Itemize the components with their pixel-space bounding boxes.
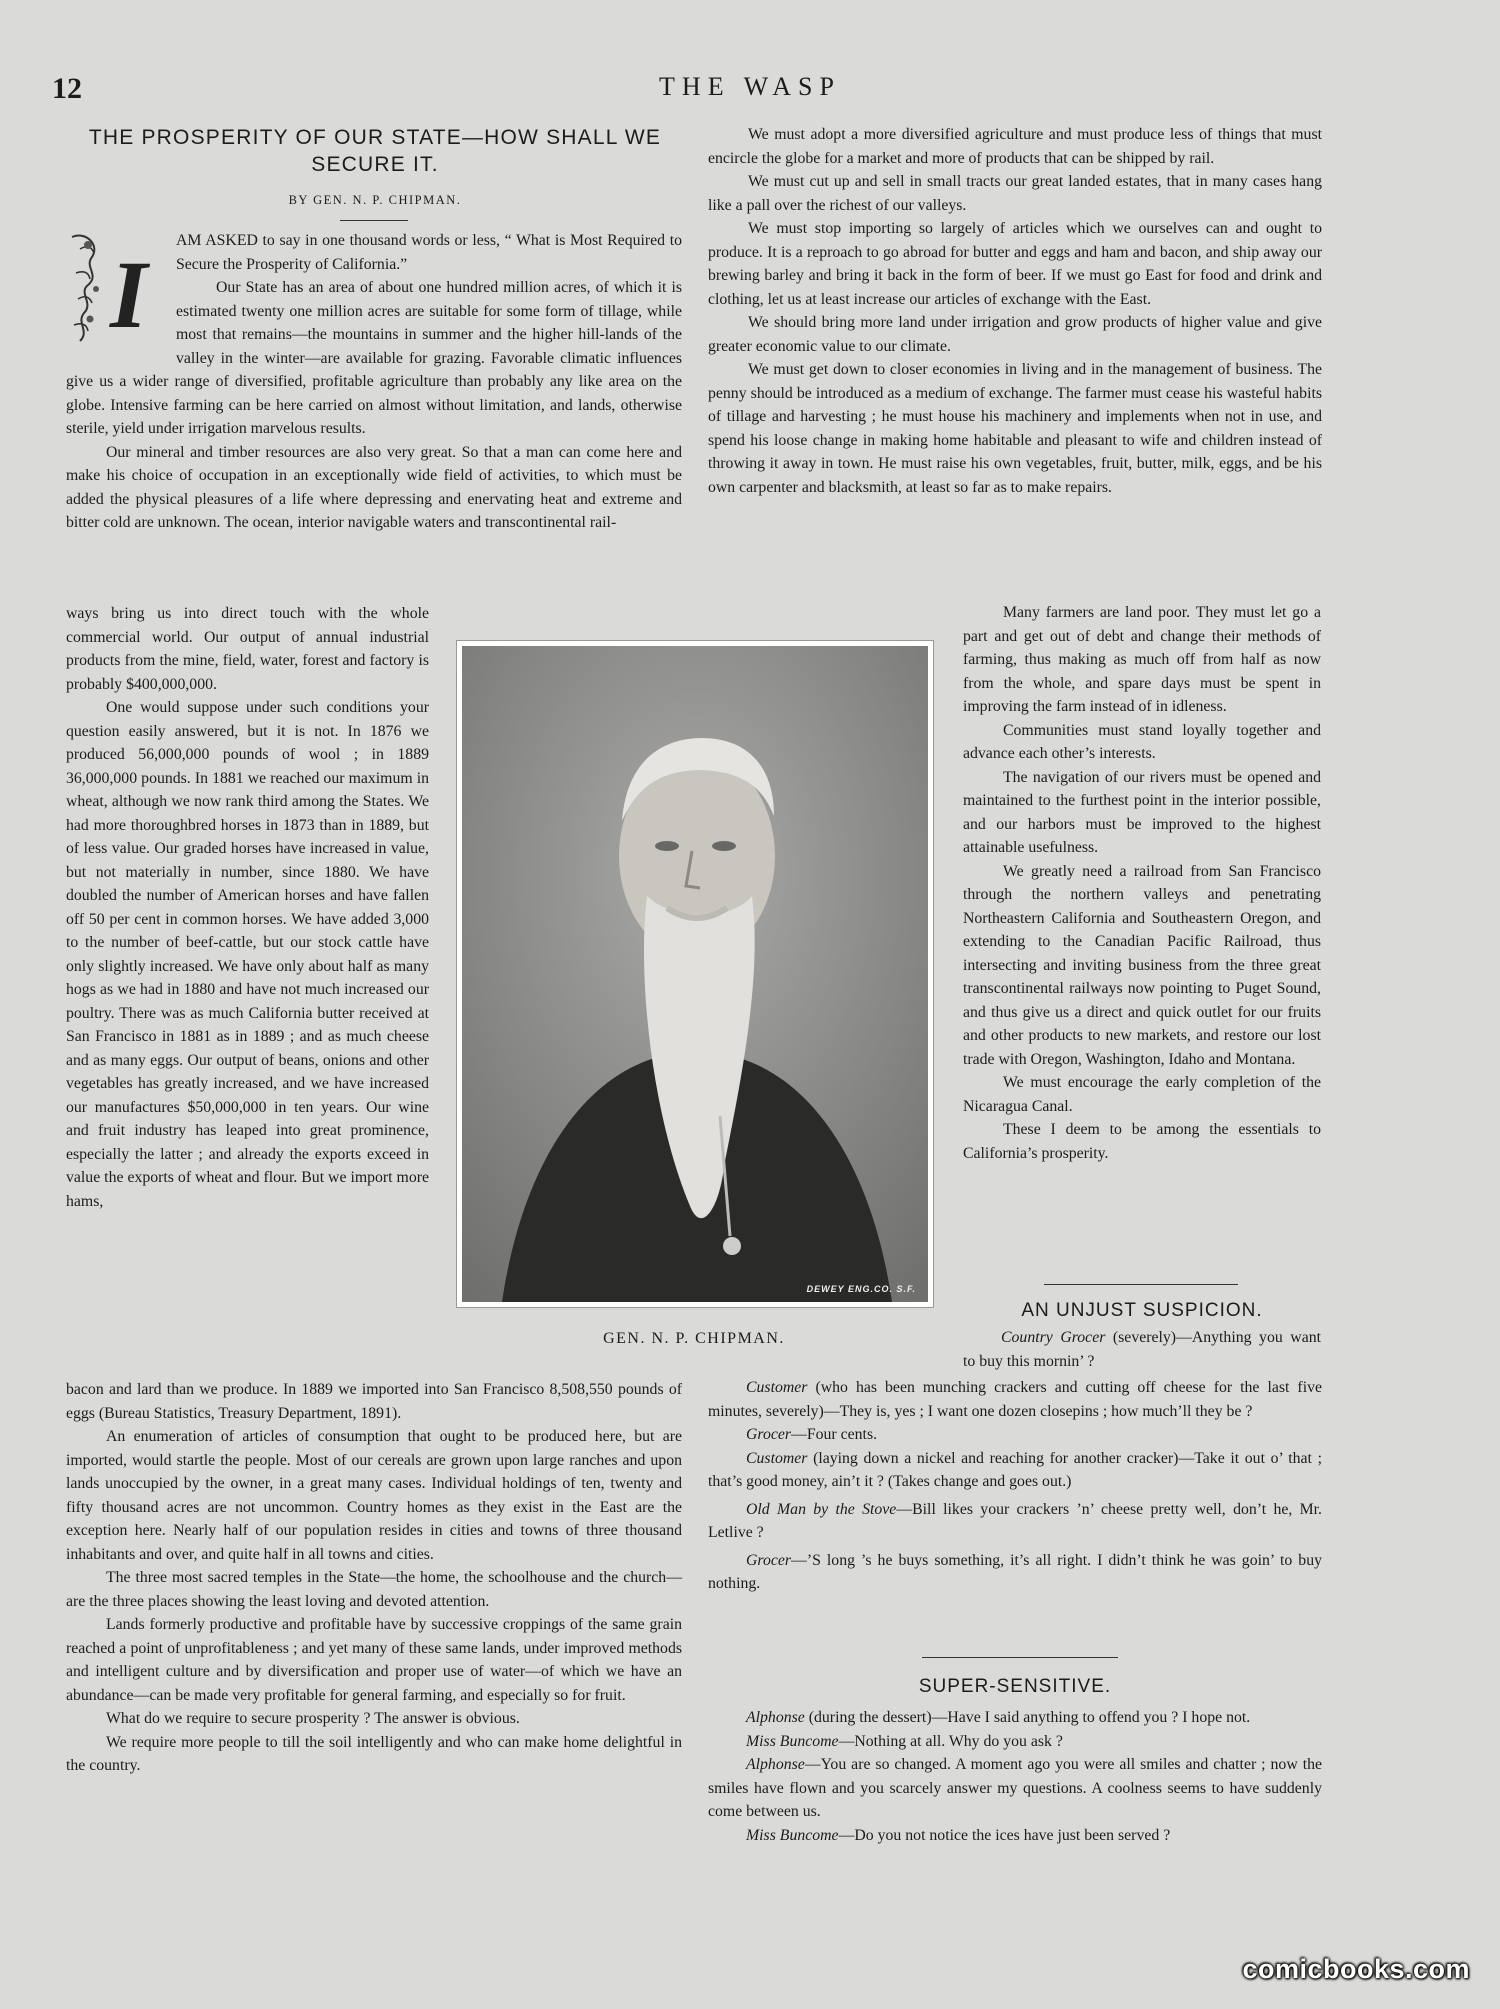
body-paragraph: We must encourage the early completion of the Nicaragua Canal. bbox=[963, 1074, 1321, 1115]
section-divider bbox=[922, 1657, 1118, 1658]
body-paragraph: Lands formerly productive and profitable have by successive croppings of the same grain reached a point of unprofitableness ; and yet many of these same lands, under improved methods and intelligent culture and by diversification and proper use of water—of which we have an abundance—can be made very profitable for general farming, and especially so for fruit. bbox=[66, 1616, 682, 1704]
sensitive-dialog bbox=[708, 1706, 1322, 1847]
dialog-text: (laying down a nickel and reaching for another cracker)—Take it out o’ that ; that’s good money, ain’t it ? (Takes change and goes out.) bbox=[708, 1449, 1322, 1490]
sensitive-title: SUPER-SENSITIVE. bbox=[918, 1676, 1112, 1697]
page-number: 12 bbox=[52, 72, 82, 105]
dropcap-letter: I bbox=[110, 241, 148, 348]
speaker: Alphonse bbox=[746, 1709, 805, 1726]
dialog-line bbox=[708, 1447, 1322, 1494]
speaker: Alphonse bbox=[746, 1756, 805, 1773]
section-divider bbox=[1044, 1284, 1238, 1285]
speaker: Old Man by the Stove bbox=[746, 1500, 897, 1518]
body-paragraph: We should bring more land under irrigation and grow products of higher value and give greater economic value to our climate. bbox=[708, 314, 1322, 355]
suspicion-dialog-narrow bbox=[963, 1326, 1321, 1373]
article-column-2-top bbox=[708, 123, 1322, 499]
body-paragraph: The three most sacred temples in the State—the home, the schoolhouse and the church—are the three places showing the least loving and devoted attention. bbox=[66, 1569, 682, 1610]
article-column-1-narrow bbox=[66, 602, 429, 1213]
byline: BY GEN. N. P. CHIPMAN. bbox=[288, 193, 462, 207]
suspicion-dialog bbox=[708, 1376, 1322, 1596]
intro-paragraph: AM ASKED to say in one thousand words or less, “ What is Most Required to Secure the Prosperity of California.” bbox=[176, 232, 682, 273]
speaker: Country Grocer bbox=[1001, 1329, 1106, 1346]
engraver-credit: DEWEY ENG.CO. S.F. bbox=[806, 1284, 916, 1294]
dialog-line bbox=[708, 1753, 1322, 1824]
body-paragraph: We must stop importing so largely of articles which we ourselves can and ought to produce. It is a reproach to go abroad for butter and eggs and ham and bacon, and ship away our brewing barley and bring it back in the form of beer. If we must go East for food and drink and clothing, let us at least increase our articles of exchange with the East. bbox=[708, 220, 1322, 308]
portrait-frame bbox=[456, 640, 934, 1308]
body-paragraph: One would suppose under such conditions your question easily answered, but it is not. In 1876 we produced 56,000,000 pounds of wool ; in 1889 36,000,000 pounds. In 1881 we reached our maximum in wheat, although we now rank third among the States. We had more thoroughbred horses in 1873 than in 1889, but of less value. Our graded horses have increased in value, but not materially in number, since 1880. We have doubled the number of American horses and have fallen off 50 per cent in common horses. We have added 3,000 to the number of beef-cattle, but our stock cattle have only slightly increased. We have only about half as many hogs as we had in 1880 and have not much increased our poultry. There was as much California butter received at San Francisco in 1881 as in 1889 ; and as much cheese and as many eggs. Our output of beans, onions and other vegetables has greatly increased, and we have increased our manufactures $50,000,000 in ten years. Our wine and fruit industry has leaped into great prominence, especially the latter ; and already the exports exceed in value the exports of wheat and flour. But we import more hams, bbox=[66, 699, 429, 1210]
dialog-text: (who has been munching crackers and cutting off cheese for the last five minutes, severely)—They is, yes ; I want one dozen closepins ; how much’ll they be ? bbox=[708, 1379, 1322, 1420]
dialog-line bbox=[708, 1549, 1322, 1596]
body-paragraph: We greatly need a railroad from San Francisco through the northern valleys and penetrating Northeastern California and Southeastern Oregon, and extending to the Canadian Pacific Railroad, thus intersecting and inviting business from the three great transcontinental railways now pointing to Puget Sound, and thus give us a direct and quick outlet for our fruits and other products to new markets, and restore our lost trade with Oregon, Washington, Idaho and Montana. bbox=[963, 862, 1321, 1068]
body-paragraph: Our mineral and timber resources are also very great. So that a man can come here and make his choice of occupation in an exceptionally wide field of activities, to which must be added the physical pleasures of a life where depressing and enervating heat and extreme and bitter cold are unknown. The ocean, interior navigable waters and transcontinental rail- bbox=[66, 443, 682, 531]
dialog-line bbox=[708, 1498, 1322, 1545]
body-paragraph: The navigation of our rivers must be opened and maintained to the furthest point in the interior possible, and our harbors must be improved to the highest attainable usefulness. bbox=[963, 768, 1321, 856]
body-paragraph: What do we require to secure prosperity ? The answer is obvious. bbox=[106, 1710, 520, 1727]
dialog-text: —Four cents. bbox=[791, 1426, 878, 1443]
speaker: Grocer bbox=[746, 1551, 792, 1569]
body-paragraph: We require more people to till the soil intelligently and who can make home delightful in the country. bbox=[66, 1733, 682, 1774]
portrait-caption: GEN. N. P. CHIPMAN. bbox=[603, 1330, 785, 1347]
body-paragraph: ways bring us into direct touch with the whole commercial world. Our output of annual industrial products from the mine, field, water, forest and factory is probably $400,000,000. bbox=[66, 605, 429, 693]
ornamental-dropcap-icon bbox=[66, 227, 166, 349]
speaker: Customer bbox=[746, 1379, 808, 1396]
body-paragraph: We must adopt a more diversified agriculture and must produce less of things that must encircle the globe for a market and more of products that can be shipped by rail. bbox=[708, 126, 1322, 167]
speaker: Customer bbox=[746, 1449, 808, 1467]
article-column-1-top bbox=[66, 229, 682, 535]
dialog-line bbox=[708, 1706, 1322, 1730]
dialog-text: (during the dessert)—Have I said anything to offend you ? I hope not. bbox=[804, 1709, 1251, 1726]
byline-rule bbox=[340, 220, 408, 221]
body-paragraph: bacon and lard than we produce. In 1889 we imported into San Francisco 8,508,550 pounds of eggs (Bureau Statistics, Treasury Department, 1891). bbox=[66, 1381, 682, 1422]
article-column-2-narrow bbox=[963, 601, 1321, 1165]
dialog-line bbox=[708, 1423, 1322, 1447]
body-paragraph: An enumeration of articles of consumption that ought to be produced here, but are imported, would startle the people. Most of our cereals are grown upon large ranches and upon lands unoccupied by the owner, in a great many cases. Individual holdings of ten, twenty and fifty thousand acres are not uncommon. Country homes as they exist in the East are the exception here. Nearly half of our population resides in cities and towns of three thousand inhabitants and over, and quite half in all towns and cities. bbox=[66, 1428, 682, 1563]
speaker: Grocer bbox=[746, 1426, 792, 1443]
masthead: THE WASP bbox=[659, 72, 841, 101]
dialog-text: —Do you not notice the ices have just been served ? bbox=[838, 1826, 1171, 1844]
dialog-text: —Nothing at all. Why do you ask ? bbox=[838, 1732, 1063, 1750]
body-paragraph: These I deem to be among the essentials to California’s prosperity. bbox=[963, 1121, 1321, 1162]
dialog-line bbox=[963, 1326, 1321, 1373]
body-paragraph: Our State has an area of about one hundred million acres, of which it is estimated twenty one million acres are suitable for some form of tillage, while most that remains—the mountains in summer and the higher hill-lands of the valley in the winter—are available for grazing. Favorable climatic influences give us a wider range of diversified, profitable agriculture than probably any like area on the globe. Intensive farming can be here carried on almost without limitation, and lands, otherwise sterile, yield under irrigation marvelous results. bbox=[66, 279, 682, 437]
dialog-text: —Bill likes your crackers ’n’ cheese pretty well, don’t he, Mr. Letlive ? bbox=[708, 1500, 1322, 1541]
body-paragraph: We must get down to closer economies in living and in the management of business. The penny should be introduced as a medium of exchange. The farmer must cease his wasteful habits of tillage and harvesting ; he must house his machinery and implements when not in use, and spend his loose change in making home habitable and pleasant to wife and children instead of throwing it away in town. He must raise his own vegetables, fruit, butter, milk, eggs, and be his own carpenter and blacksmith, at least so far as to make repairs. bbox=[708, 361, 1322, 496]
portrait-image bbox=[462, 646, 928, 1302]
article-title: THE PROSPERITY OF OUR STATE—HOW SHALL WE SECURE IT. bbox=[88, 126, 662, 176]
watermark: comicbooks.com bbox=[1242, 1954, 1470, 1984]
dialog-text: (severely)—Anything you want to buy this mornin’ ? bbox=[963, 1329, 1321, 1370]
speaker: Miss Buncome bbox=[746, 1732, 839, 1750]
body-paragraph: Many farmers are land poor. They must let go a part and get out of debt and change their methods of farming, thus making as much off from half as now from the whole, and spare days must be spent in improving the farm instead of in idleness. bbox=[963, 604, 1321, 715]
dialog-line bbox=[708, 1730, 1322, 1754]
speaker: Miss Buncome bbox=[746, 1826, 839, 1844]
portrait-illustration bbox=[462, 646, 928, 1302]
body-paragraph: Communities must stand loyally together and advance each other’s interests. bbox=[963, 721, 1321, 762]
dialog-text: —You are so changed. A moment ago you were all smiles and chatter ; now the smiles have flown and you scarcely answer my questions. A coolness seems to have suddenly come between us. bbox=[708, 1756, 1322, 1820]
article-column-1-bottom bbox=[66, 1378, 682, 1778]
dialog-text: —’S long ’s he buys something, it’s all right. I didn’t think he was goin’ to buy nothing. bbox=[708, 1551, 1322, 1592]
body-paragraph: We must cut up and sell in small tracts our great landed estates, that in many cases hang like a pall over the richest of our valleys. bbox=[708, 173, 1322, 214]
dialog-line bbox=[708, 1376, 1322, 1423]
dialog-line bbox=[708, 1824, 1322, 1848]
suspicion-title: AN UNJUST SUSPICION. bbox=[1021, 1300, 1263, 1321]
